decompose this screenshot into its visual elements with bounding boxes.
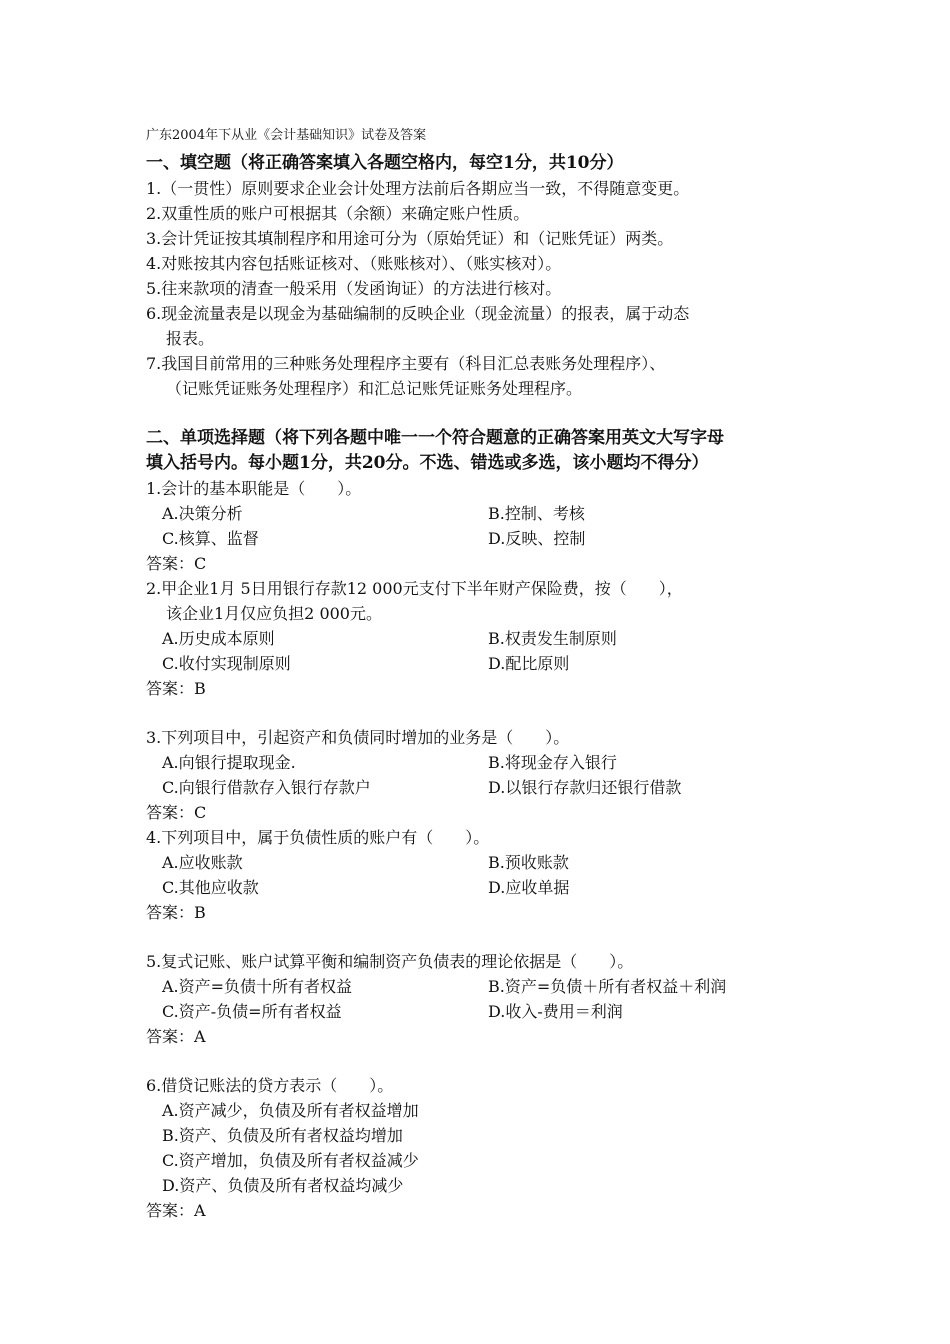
- question-6-answer: 答案：A: [146, 1201, 206, 1220]
- question-1-option-d: D.反映、控制: [488, 529, 586, 548]
- fill-item-4: 4.对账按其内容包括账证核对、（账账核对）、（账实核对）。: [146, 254, 562, 273]
- section2-heading-line1: 二、单项选择题（将下列各题中唯一一个符合题意的正确答案用英文大写字母: [146, 428, 724, 448]
- question-3-option-b: B.将现金存入银行: [488, 753, 617, 772]
- section2-heading-line2: 填入括号内。每小题1分，共20分。不选、错选或多选，该小题均不得分）: [146, 453, 709, 473]
- question-4-option-c: C.其他应收款: [162, 878, 259, 897]
- fill-item-7-cont: （记账凭证账务处理程序）和汇总记账凭证账务处理程序。: [166, 379, 583, 398]
- question-5-option-b: B.资产=负债＋所有者权益＋利润: [488, 977, 727, 996]
- question-6-option-b: B.资产、负债及所有者权益均增加: [162, 1126, 403, 1145]
- question-1-option-a: A.决策分析: [162, 504, 243, 523]
- question-1-stem: 1.会计的基本职能是（ ）。: [146, 479, 362, 498]
- fill-item-6: 6.现金流量表是以现金为基础编制的反映企业（现金流量）的报表，属于动态: [146, 304, 690, 323]
- question-4-answer: 答案：B: [146, 903, 206, 922]
- question-5-answer: 答案：A: [146, 1027, 206, 1046]
- question-4-option-d: D.应收单据: [488, 878, 570, 897]
- fill-item-1: 1.（一贯性）原则要求企业会计处理方法前后各期应当一致，不得随意变更。: [146, 179, 690, 198]
- question-5-stem: 5.复式记账、账户试算平衡和编制资产负债表的理论依据是（ ）。: [146, 952, 634, 971]
- question-5-option-d: D.收入-费用＝利润: [488, 1002, 623, 1021]
- question-2-option-b: B.权责发生制原则: [488, 629, 617, 648]
- question-2-answer: 答案：B: [146, 679, 206, 698]
- section1-heading: 一、填空题（将正确答案填入各题空格内，每空1分，共10分）: [146, 153, 624, 173]
- question-4-option-b: B.预收账款: [488, 853, 569, 872]
- question-4-stem: 4.下列项目中，属于负债性质的账户有（ ）。: [146, 828, 490, 847]
- question-1-answer: 答案：C: [146, 554, 207, 573]
- fill-item-3: 3.会计凭证按其填制程序和用途可分为（原始凭证）和（记账凭证）两类。: [146, 229, 674, 248]
- question-5-option-a: A.资产=负债十所有者权益: [162, 977, 353, 996]
- document-title: 广东2004年下从业《会计基础知识》试卷及答案: [146, 128, 427, 143]
- question-2-option-a: A.历史成本原则: [162, 629, 275, 648]
- question-3-option-a: A.向银行提取现金.: [162, 753, 296, 772]
- question-3-stem: 3.下列项目中，引起资产和负债同时增加的业务是（ ）。: [146, 728, 570, 747]
- question-2-option-d: D.配比原则: [488, 654, 570, 673]
- question-1-option-c: C.核算、监督: [162, 529, 259, 548]
- question-4-option-a: A.应收账款: [162, 853, 243, 872]
- question-3-option-d: D.以银行存款归还银行借款: [488, 778, 682, 797]
- question-2-stem-cont: 该企业1月仅应负担2 000元。: [166, 604, 382, 623]
- fill-item-5: 5.往来款项的清查一般采用（发函询证）的方法进行核对。: [146, 279, 562, 298]
- question-3-answer: 答案：C: [146, 803, 207, 822]
- question-6-option-a: A.资产减少，负债及所有者权益增加: [162, 1101, 419, 1120]
- question-1-option-b: B.控制、考核: [488, 504, 585, 523]
- question-6-stem: 6.借贷记账法的贷方表示（ ）。: [146, 1076, 394, 1095]
- fill-item-6-cont: 报表。: [166, 329, 215, 348]
- question-6-option-d: D.资产、负债及所有者权益均减少: [162, 1176, 404, 1195]
- fill-item-2: 2.双重性质的账户可根据其（余额）来确定账户性质。: [146, 204, 530, 223]
- question-6-option-c: C.资产增加，负债及所有者权益减少: [162, 1151, 419, 1170]
- fill-item-7: 7.我国目前常用的三种账务处理程序主要有（科目汇总表账务处理程序）、: [146, 354, 666, 373]
- question-2-stem: 2.甲企业1月 5日用银行存款12 000元支付下半年财产保险费，按（ ），: [146, 579, 683, 598]
- question-3-option-c: C.向银行借款存入银行存款户: [162, 778, 371, 797]
- question-2-option-c: C.收付实现制原则: [162, 654, 291, 673]
- question-5-option-c: C.资产-负债=所有者权益: [162, 1002, 342, 1021]
